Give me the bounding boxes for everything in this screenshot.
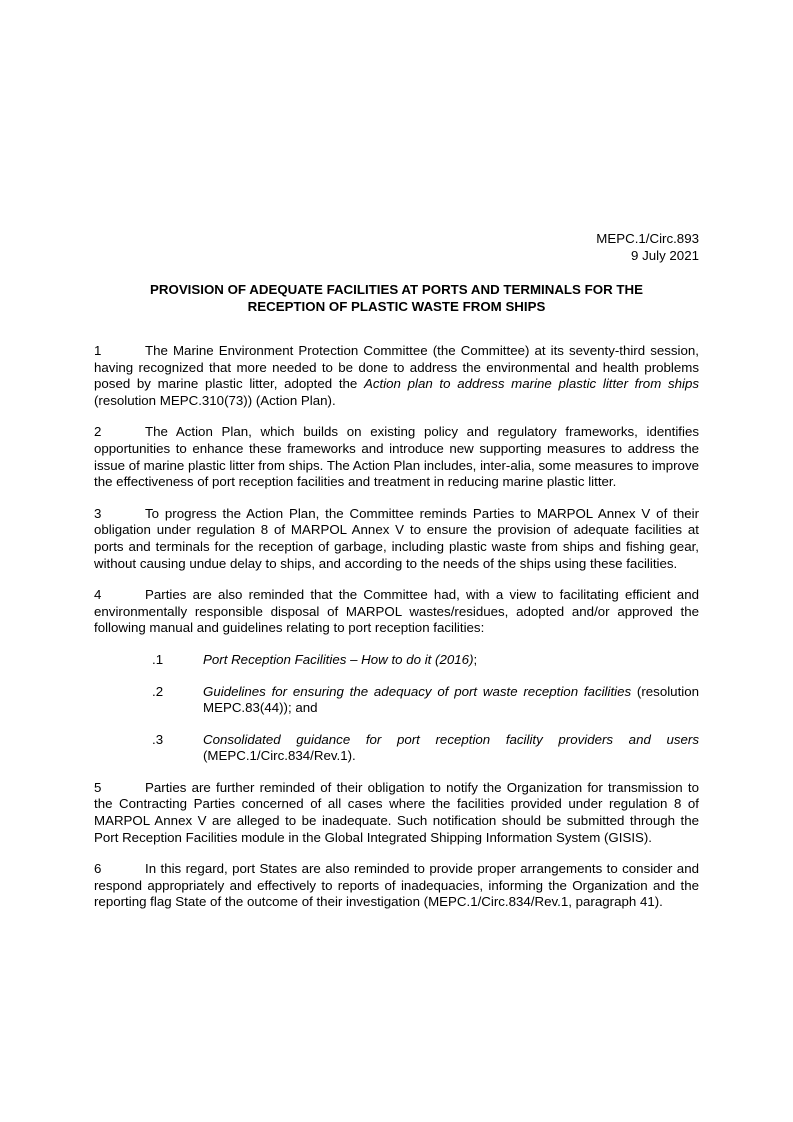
paragraph-1-italic-title: Action plan to address marine plastic litter from ships xyxy=(363,376,699,392)
paragraph-5-text: Parties are further reminded of their obligation to notify the Organization for transmission to the Contracting Parties concerned of all cases where the facilities provided under regulation 8 of MARPOL Annex V are alleged to be inadequate. Such notification should be submitted through the Port Reception Facilities module in the Global Integrated Shipping Information System (GISIS). xyxy=(94,779,699,845)
sub-item-1-plain-text: ; xyxy=(473,651,478,667)
paragraph-number-2: 2 xyxy=(94,424,102,440)
paragraph-number-1: 1 xyxy=(94,343,102,358)
sub-item-3-plain-text: (MEPC.1/Circ.834/Rev.1). xyxy=(203,748,356,764)
paragraph-4-text: Parties are also reminded that the Committee had, with a view to facilitating efficient and environmentally responsible disposal of MARPOL wastes/residues, adopted and/or approved the following manual and guidelines relating to port reception facilities: xyxy=(94,587,699,636)
page-title-line-2: RECEPTION OF PLASTIC WASTE FROM SHIPS xyxy=(247,298,546,314)
document-reference: MEPC.1/Circ.893 xyxy=(596,231,699,246)
sub-item-2-italic-title: Guidelines for ensuring the adequacy of port waste reception facilities xyxy=(203,683,632,699)
page-title xyxy=(94,282,699,315)
sub-item-2-plain-text: (resolution MEPC.83(44)); and xyxy=(203,683,700,716)
paragraph-2-text: The Action Plan, which builds on existing policy and regulatory frameworks, identifies opportunities to enhance these frameworks and introduce new supporting measures to address the issue of marine plastic litter from ships. The Action Plan includes, inter-alia, some measures to improve the effectiveness of port reception facilities and treatment in reducing marine plastic litter. xyxy=(94,424,699,490)
paragraph-1-text-before-italic: The Marine Environment Protection Committee (the Committee) at its seventy-third session, having recognized that more needed to be done to address the environmental and health problems posed by marine plastic litter, adopted the xyxy=(94,343,699,392)
page-title-line-1: PROVISION OF ADEQUATE FACILITIES AT PORTS AND TERMINALS FOR THE xyxy=(150,282,643,297)
paragraph-3-text: To progress the Action Plan, the Committee reminds Parties to MARPOL Annex V of their obligation under regulation 8 of MARPOL Annex V to ensure the provision of adequate facilities at ports and terminals for the reception of garbage, including plastic waste from ships and fishing gear, without causing undue delay to ships, and according to the needs of the ships using these facilities. xyxy=(94,505,699,571)
sub-item-1-italic-title: Port Reception Facilities – How to do it (2016) xyxy=(203,651,474,667)
sub-item-1-marker: .1 xyxy=(152,651,164,667)
paragraph-number-5: 5 xyxy=(94,779,102,795)
sub-item-2-marker: .2 xyxy=(152,683,164,699)
paragraph-2 xyxy=(94,424,699,490)
paragraph-number-6: 6 xyxy=(94,861,102,877)
sub-item-3-italic-title: Consolidated guidance for port reception facility providers and users xyxy=(203,731,699,747)
paragraph-number-4: 4 xyxy=(94,587,102,603)
document-date: 9 July 2021 xyxy=(630,247,699,263)
sub-item-3 xyxy=(94,732,699,765)
sub-item-2 xyxy=(94,684,699,717)
paragraph-3 xyxy=(94,506,699,572)
document-header xyxy=(94,231,699,264)
sub-item-list xyxy=(94,652,699,765)
paragraph-number-3: 3 xyxy=(94,505,102,521)
document-body xyxy=(94,343,699,926)
paragraph-6-text: In this regard, port States are also reminded to provide proper arrangements to consider and respond appropriately and effectively to reports of inadequacies, informing the Organization and the reporting flag State of the outcome of their investigation (MEPC.1/Circ.834/Rev.1, paragraph 41). xyxy=(94,861,699,910)
paragraph-1-text-after-italic: (resolution MEPC.310(73)) (Action Plan). xyxy=(94,392,336,408)
paragraph-1 xyxy=(94,343,699,409)
paragraph-6 xyxy=(94,861,699,911)
sub-item-1 xyxy=(94,652,699,669)
paragraph-5 xyxy=(94,780,699,846)
sub-item-3-marker: .3 xyxy=(152,731,164,747)
paragraph-4 xyxy=(94,587,699,637)
